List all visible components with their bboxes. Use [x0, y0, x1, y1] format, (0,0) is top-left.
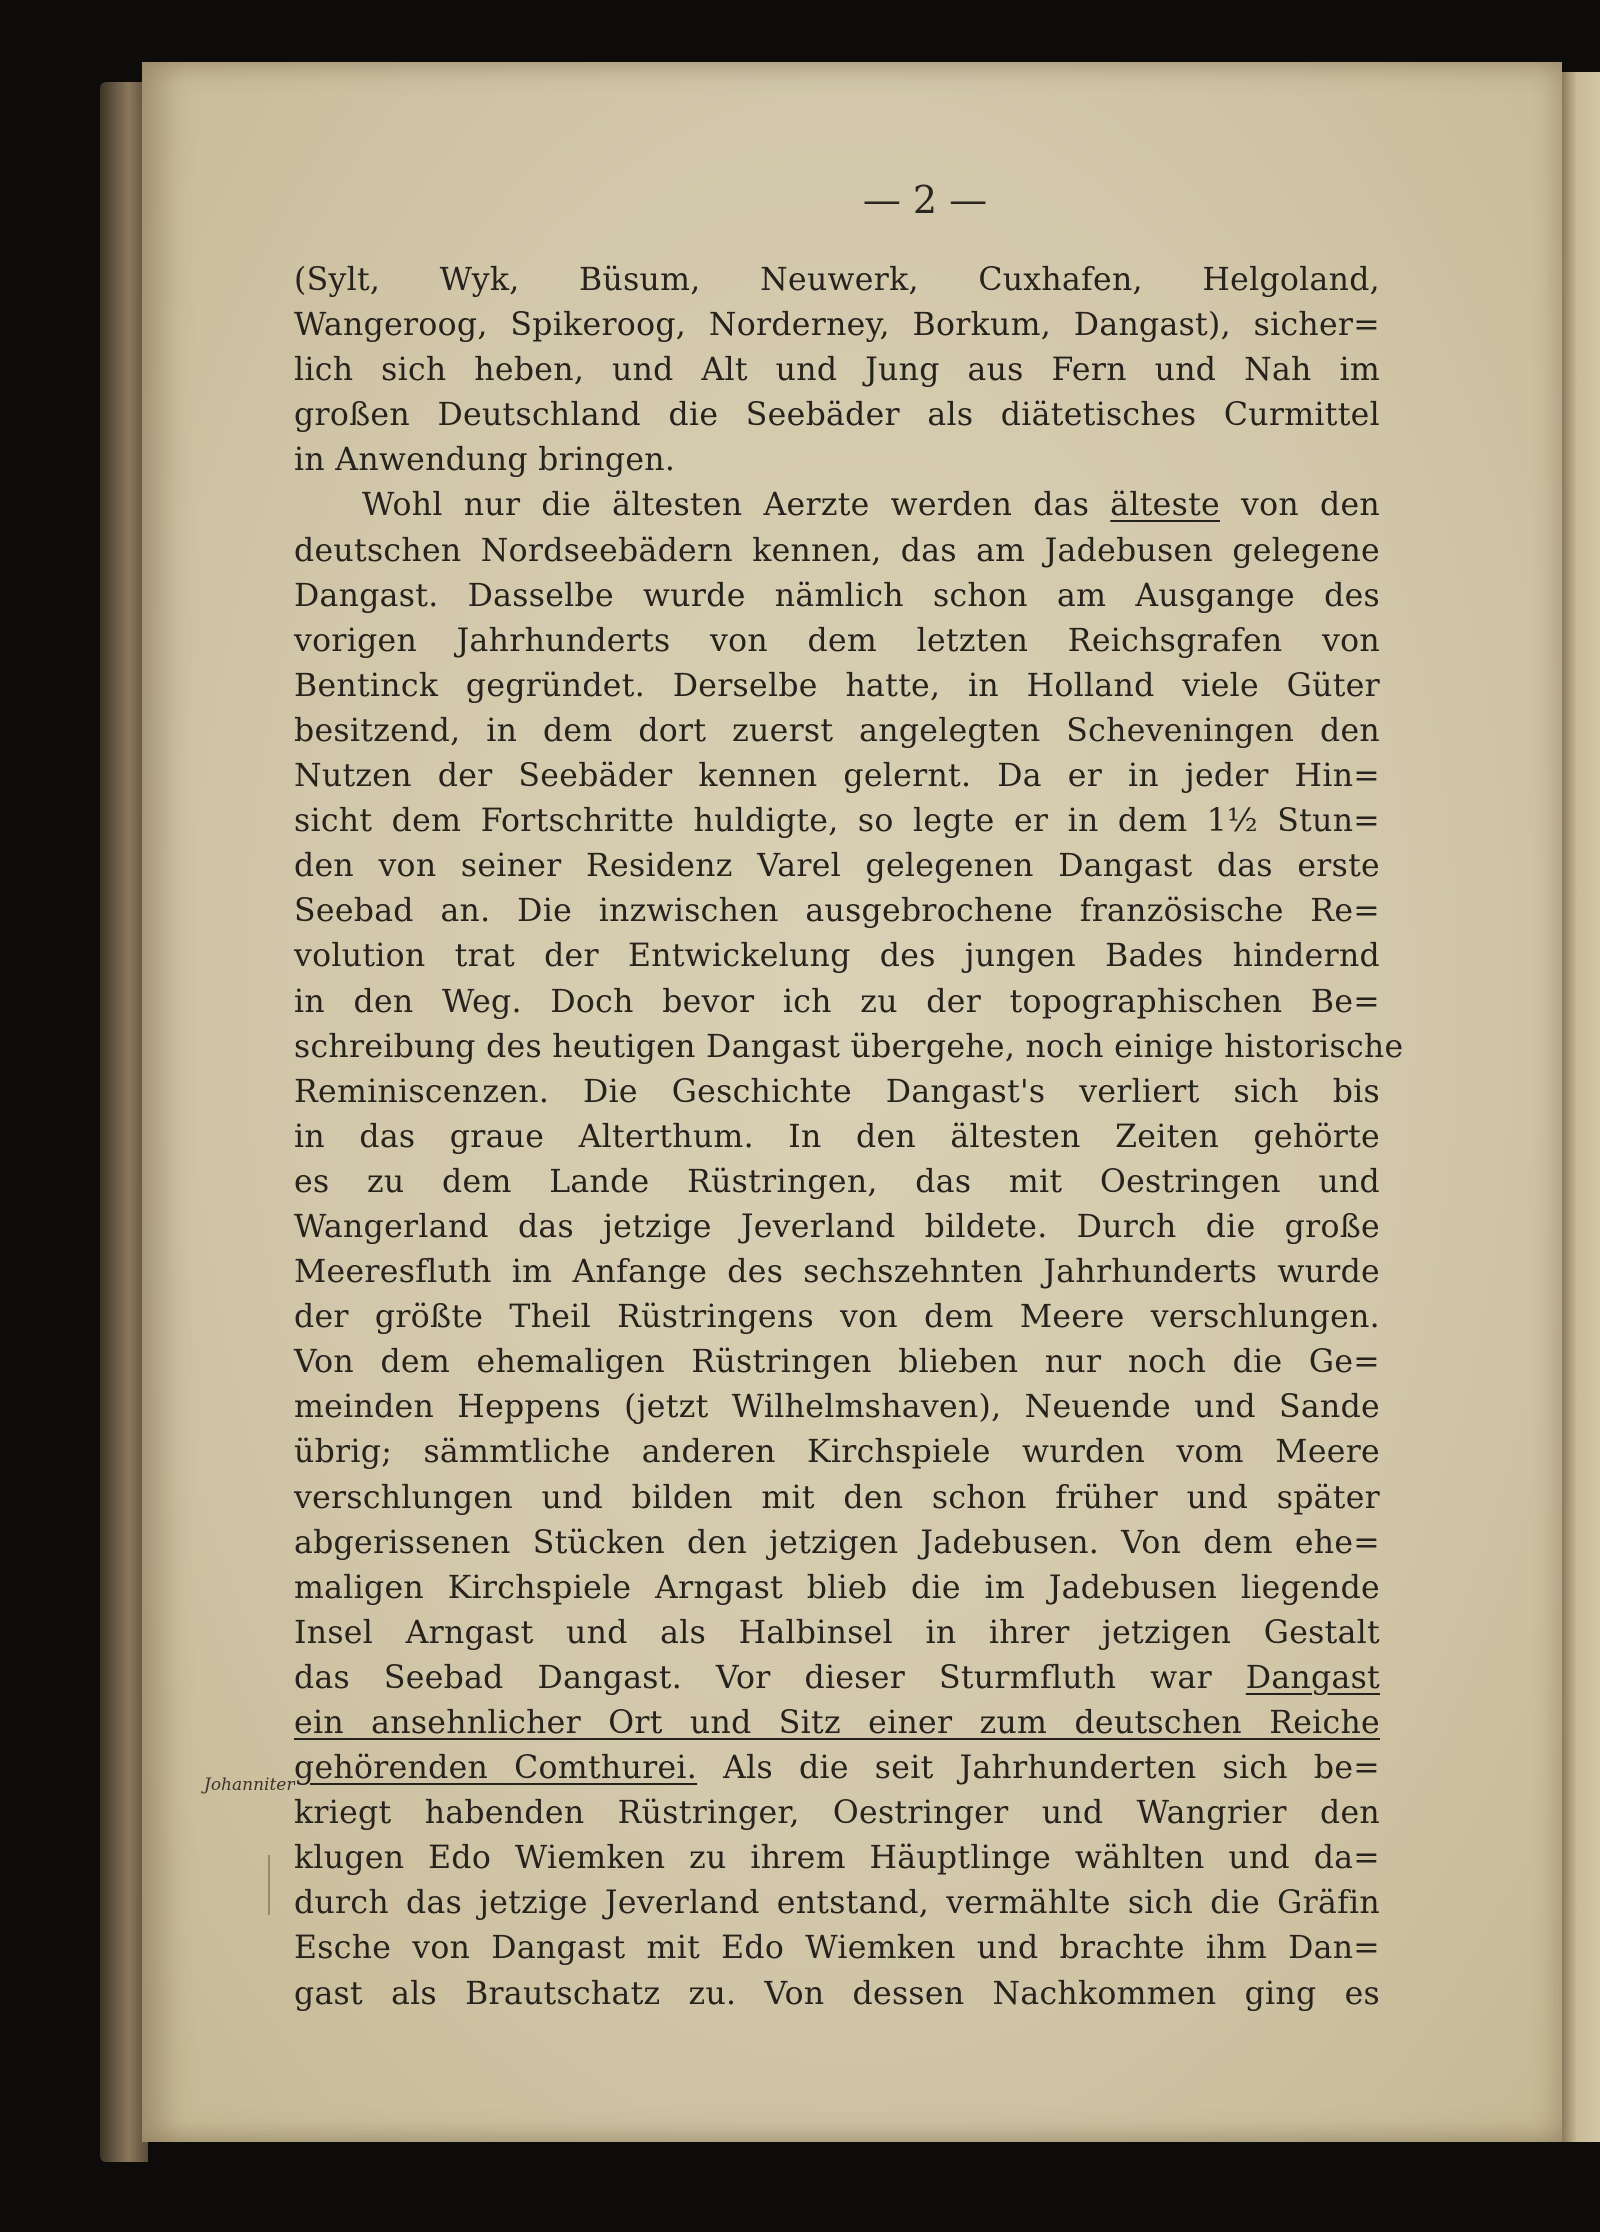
text-line: Nutzen der Seebäder kennen gelernt. Da er in jeder Hin= [294, 758, 1380, 795]
underlined-text: ein ansehnlicher Ort und Sitz einer zum deutschen Reiche [294, 1705, 1380, 1741]
text-line: der größte Theil Rüstringens von dem Meere verschlungen. [294, 1299, 1380, 1336]
text-line: besitzend, in dem dort zuerst angelegten Scheveningen den [294, 712, 1380, 749]
text-line: in das graue Alterthum. In den ältesten Zeiten gehörte [294, 1118, 1380, 1155]
text-line: (Sylt, Wyk, Büsum, Neuwerk, Cuxhafen, Helgoland, [294, 262, 1380, 298]
page-number: — 2 — [862, 178, 988, 222]
text-line: Seebad an. Die inzwischen ausgebrochene französische Re= [294, 893, 1380, 930]
handwritten-margin-note: Johanniter [204, 1775, 295, 1795]
text-line: gast als Brautschatz zu. Von dessen Nachkommen ging es [294, 1975, 1380, 2012]
text-line: Esche von Dangast mit Edo Wiemken und brachte ihm Dan= [294, 1930, 1380, 1967]
underlined-text: gehörenden Comthurei. [294, 1750, 698, 1787]
text-line [294, 1656, 1380, 1701]
text-line: kriegt habenden Rüstringer, Oestringer und Wangrier den [294, 1795, 1380, 1832]
text-segment: das Seebad Dangast. Vor dieser Sturmfluth war [294, 1659, 1246, 1696]
text-segment: Als die seit Jahrhunderten sich be= [697, 1750, 1380, 1787]
underlined-text: älteste [1110, 487, 1220, 524]
adjacent-page-edge [1562, 72, 1600, 2142]
text-line [294, 483, 1380, 528]
text-line: meinden Heppens (jetzt Wilhelmshaven), Neuende und Sande [294, 1389, 1380, 1426]
text-line [294, 1746, 1380, 1791]
text-line [294, 1701, 1380, 1746]
text-segment: von den [1220, 487, 1380, 524]
text-line: Dangast. Dasselbe wurde nämlich schon am Ausgange des [294, 577, 1380, 614]
text-line: Wangeroog, Spikeroog, Norderney, Borkum, Dangast), sicher= [294, 307, 1380, 344]
text-line: großen Deutschland die Seebäder als diätetisches Curmittel [294, 397, 1380, 434]
text-line: durch das jetzige Jeverland entstand, vermählte sich die Gräfin [294, 1885, 1380, 1922]
text-line: in den Weg. Doch bevor ich zu der topographischen Be= [294, 983, 1380, 1020]
book-spine [100, 82, 148, 2162]
text-line: den von seiner Residenz Varel gelegenen Dangast das erste [294, 848, 1380, 885]
text-line: Von dem ehemaligen Rüstringen blieben nur noch die Ge= [294, 1344, 1380, 1381]
text-line: Bentinck gegründet. Derselbe hatte, in Holland viele Güter [294, 667, 1380, 704]
underlined-text: Dangast [1245, 1659, 1380, 1696]
text-line: verschlungen und bilden mit den schon früher und später [294, 1479, 1380, 1516]
text-line: schreibung des heutigen Dangast übergehe, noch einige historische [294, 1028, 1404, 1065]
body-text [294, 258, 1404, 2017]
text-line: es zu dem Lande Rüstringen, das mit Oestringen und [294, 1163, 1380, 1200]
text-line: Reminiscenzen. Die Geschichte Dangast's verliert sich bis [294, 1073, 1380, 1110]
text-line: sicht dem Fortschritte huldigte, so legte er in dem 1½ Stun= [294, 803, 1380, 840]
text-line: lich sich heben, und Alt und Jung aus Fern und Nah im [294, 352, 1380, 389]
text-line: Meeresfluth im Anfange des sechszehnten Jahrhunderts wurde [294, 1254, 1380, 1291]
text-line: klugen Edo Wiemken zu ihrem Häuptlinge wählten und da= [294, 1840, 1380, 1877]
text-line: deutschen Nordseebädern kennen, das am Jadebusen gelegene [294, 532, 1380, 569]
text-line: abgerissenen Stücken den jetzigen Jadebusen. Von dem ehe= [294, 1524, 1380, 1561]
text-line: übrig; sämmtliche anderen Kirchspiele wurden vom Meere [294, 1434, 1380, 1471]
text-line: Insel Arngast und als Halbinsel in ihrer jetzigen Gestalt [294, 1614, 1380, 1651]
text-line: vorigen Jahrhunderts von dem letzten Reichsgrafen von [294, 622, 1380, 659]
text-line: volution trat der Entwickelung des jungen Bades hindernd [294, 938, 1380, 975]
text-line: Wangerland das jetzige Jeverland bildete. Durch die große [294, 1208, 1380, 1245]
pencil-mark [268, 1855, 270, 1915]
text-line: maligen Kirchspiele Arngast blieb die im Jadebusen liegende [294, 1569, 1380, 1606]
text-segment: Wohl nur die ältesten Aerzte werden das [362, 487, 1111, 524]
text-line: in Anwendung bringen. [294, 442, 676, 479]
